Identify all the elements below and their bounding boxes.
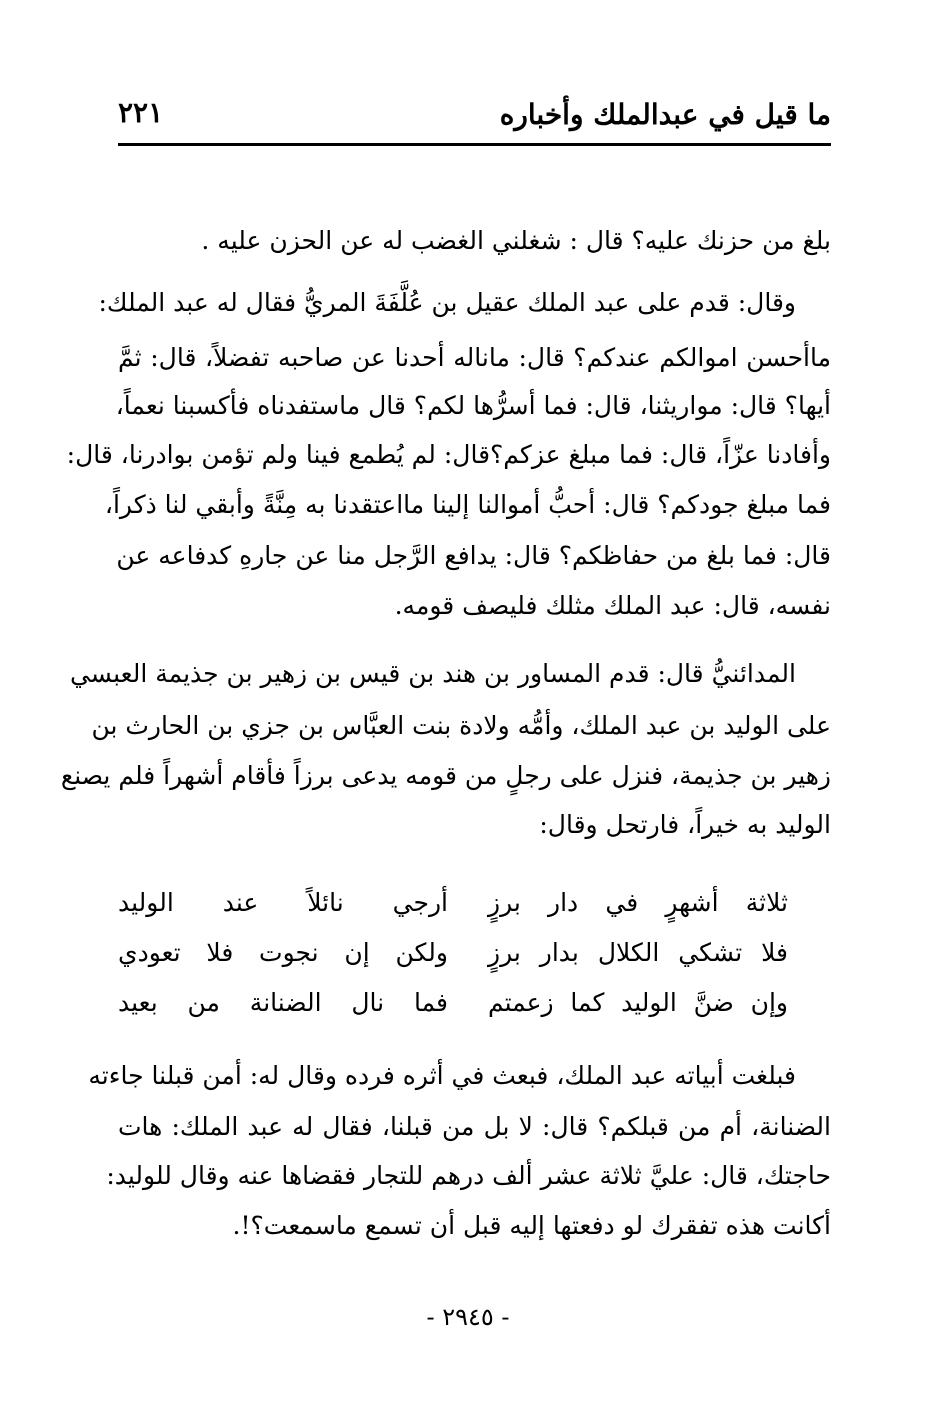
text-line: على الوليد بن عبد الملك، وأمُّه ولادة بنت العبَّاس بن جزي بن الحارث بن: [91, 711, 831, 740]
header-rule: [118, 143, 831, 146]
text-line: المدائنيُّ قال: قدم المساور بن هند بن قيس بن زهير بن جذيمة العبسي: [69, 659, 796, 688]
text-line: نفسه، قال: عبد الملك مثلك فليصف قومه.: [394, 591, 831, 620]
running-head: [118, 96, 831, 144]
text-line: حاجتك، قال: عليَّ ثلاثة عشر ألف درهم للتجار فقضاها عنه وقال للوليد:: [106, 1161, 831, 1190]
text-line: زهير بن جذيمة، فنزل على رجلٍ من قومه يدعى برزاً فأقام أشهراً فلم يصنع: [60, 761, 831, 790]
folio-number: - ٢٩٤٥ -: [426, 1303, 510, 1331]
text-line: ماأحسن اموالكم عندكم؟ قال: ماناله أحدنا عن صاحبه تفضلاً، قال: ثمَّ: [118, 343, 831, 372]
text-line: فبلغت أبياته عبد الملك، فبعث في أثره فرده وقال له: أمن قبلنا جاءته: [88, 1061, 796, 1090]
verse-first-hemistich: فلا تشكي الكلال بدار برزٍ: [488, 938, 788, 967]
text-line: وأفادنا عزّاً، قال: فما مبلغ عزكم؟قال: لم يُطمع فينا ولم تؤمن بوادرنا، قال:: [66, 440, 831, 469]
text-line: الوليد به خيراً، فارتحل وقال:: [539, 810, 831, 839]
running-head-title: ما قيل في عبدالملك وأخباره: [499, 98, 831, 131]
text-line: فما مبلغ جودكم؟ قال: أحبُّ أموالنا إلينا مااعتقدنا به مِنَّةً وأبقي لنا ذكراً،: [104, 490, 831, 519]
page-number: ٢٢١: [118, 96, 164, 129]
text-line: وقال: قدم على عبد الملك عقيل بن عُلَّفَةَ المريُّ فقال له عبد الملك:: [98, 288, 796, 317]
verse-second-hemistich: أرجي نائلاً عند الوليد: [118, 888, 448, 917]
verse-second-hemistich: فما نال الضنانة من بعيد: [118, 988, 448, 1017]
text-line: أيها؟ قال: مواريثنا، قال: فما أسرُّها لكم؟ قال ماستفدناه فأكسبنا نعماً،: [115, 391, 831, 420]
verse-first-hemistich: ثلاثة أشهرٍ في دار برزٍ: [488, 888, 788, 917]
text-line: بلغ من حزنك عليه؟ قال : شغلني الغضب له عن الحزن عليه .: [201, 226, 831, 255]
text-line: أكانت هذه تفقرك لو دفعتها إليه قبل أن تسمع ماسمعت؟!.: [232, 1211, 831, 1240]
verse-second-hemistich: ولكن إن نجوت فلا تعودي: [118, 938, 448, 967]
text-line: قال: فما بلغ من حفاظكم؟ قال: يدافع الرَّجل منا عن جارهِ كدفاعه عن: [116, 541, 831, 570]
verse-first-hemistich: وإن ضنَّ الوليد كما زعمتم: [488, 988, 788, 1017]
text-line: الضنانة، أم من قبلكم؟ قال: لا بل من قبلنا، فقال له عبد الملك: هات: [118, 1112, 831, 1141]
